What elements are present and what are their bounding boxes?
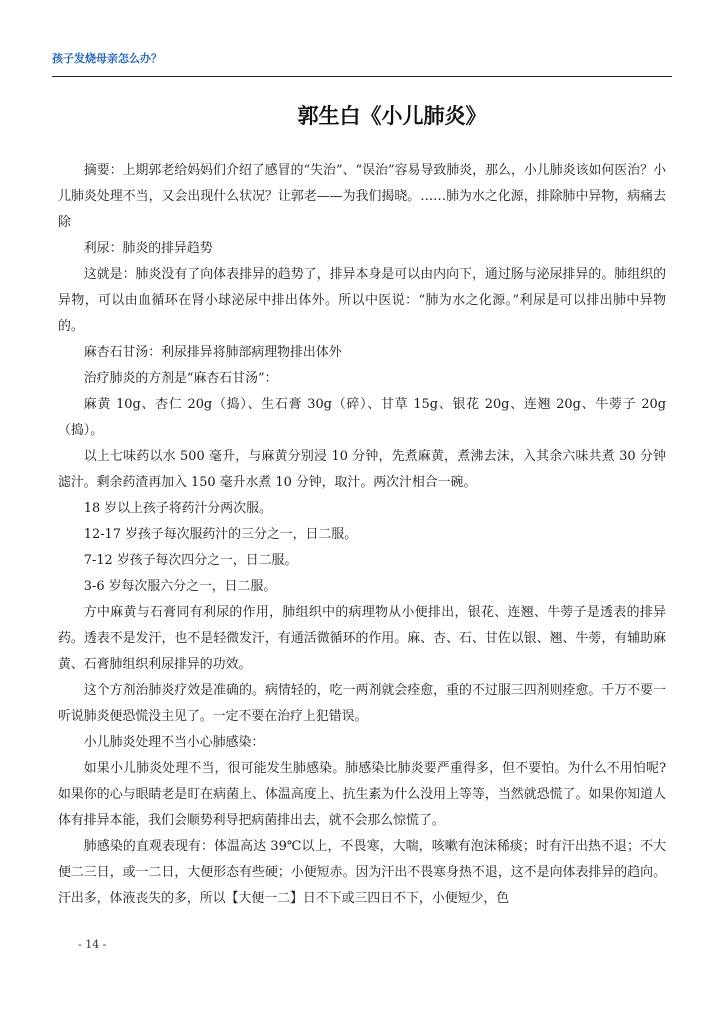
page-title: 郭生白《小儿肺炎》 bbox=[297, 104, 487, 128]
header-divider bbox=[52, 76, 672, 77]
paragraph: 以上七味药以水 500 毫升，与麻黄分别浸 10 分钟，先煮麻黄，煮沸去沫，入其余六味共煮 30 分钟滤汁。剩余药渣再加入 150 毫升水煮 10 分钟，取汁。两次汁相合一碗。 bbox=[58, 449, 666, 490]
paragraph: 12-17 岁孩子每次服药汁的三分之一，日二服。 bbox=[83, 527, 358, 542]
paragraph: 这个方剂治肺炎疗效是准确的。病情轻的，吃一两剂就会痊愈，重的不过服三四剂则痊愈。千万不要一听说肺炎便恐慌没主见了。一定不要在治疗上犯错误。 bbox=[58, 683, 666, 724]
article-body bbox=[58, 158, 666, 912]
paragraph: 麻黄 10g、杏仁 20g（捣）、生石膏 30g（碎）、甘草 15g、银花 20g、连翘 20g、牛蒡子 20g（捣）。 bbox=[58, 397, 666, 438]
paragraph: 7-12 岁孩子每次四分之一，日二服。 bbox=[83, 553, 298, 568]
paragraph: 方中麻黄与石膏同有利尿的作用，肺组织中的病理物从小便排出，银花、连翘、牛蒡子是透表的排异药。透表不是发汗，也不是轻微发汗，有通活微循环的作用。麻、杏、石、甘佐以银、翘、牛蒡，有辅助麻黄、石膏肺组织利尿排异的功效。 bbox=[58, 605, 666, 672]
paragraph: 治疗肺炎的方剂是“麻杏石甘汤”： bbox=[83, 371, 278, 386]
paragraph: 如果小儿肺炎处理不当，很可能发生肺感染。肺感染比肺炎要严重得多，但不要怕。为什么不用怕呢?如果你的心与眼睛老是盯在病菌上、体温高度上、抗生素为什么没用上等等，当然就恐慌了。如果你知道人体有排异本能，我们会顺势利导把病菌排出去，就不会那么惊慌了。 bbox=[58, 761, 666, 828]
paragraph: 肺感染的直观表现有：体温高达 39℃以上，不畏寒，大喘，咳嗽有泡沫稀痰；时有汗出热不退；不大便二三日，或一二日，大便形态有些硬；小便短赤。因为汗出不畏寒身热不退，这不是向体表排异的趋向。汗出多，体液丧失的多，所以【大便一二】日不下或三四日不下，小便短少，色 bbox=[58, 839, 666, 906]
running-header: 孩子发烧母亲怎么办？ bbox=[52, 52, 162, 65]
paragraph: 3-6 岁每次服六分之一，日二服。 bbox=[83, 579, 277, 594]
paragraph: 摘要：上期郭老给妈妈们介绍了感冒的“失治”、“误治”容易导致肺炎，那么，小儿肺炎该如何医治？小儿肺炎处理不当，又会出现什么状况？让郭老——为我们揭晓。……肺为水之化源，排除肺中异物，病痛去除 bbox=[58, 163, 666, 230]
paragraph: 麻杏石甘汤：利尿排异将肺部病理物排出体外 bbox=[83, 345, 342, 360]
page-number: - 14 - bbox=[78, 938, 107, 951]
paragraph: 利尿：肺炎的排异趋势 bbox=[83, 241, 213, 256]
paragraph: 这就是：肺炎没有了向体表排异的趋势了，排异本身是可以由内向下，通过肠与泌尿排异的。肺组织的异物，可以由血循环在肾小球泌尿中排出体外。所以中医说：“肺为水之化源。”利尿是可以排出肺中异物的。 bbox=[58, 267, 666, 334]
paragraph: 小儿肺炎处理不当小心肺感染： bbox=[83, 735, 265, 750]
paragraph: 18 岁以上孩子将药汁分两次服。 bbox=[83, 501, 272, 516]
